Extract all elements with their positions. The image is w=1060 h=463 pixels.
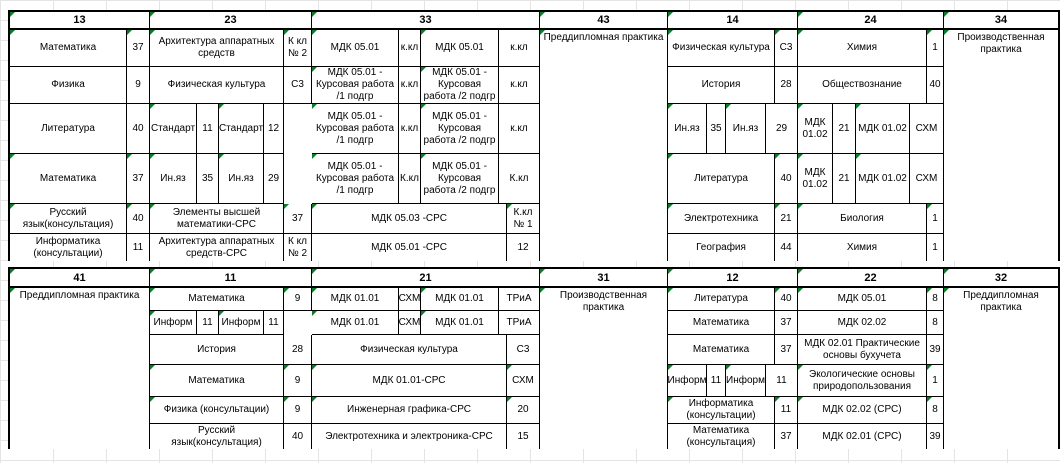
subgroup-2-subject-cell: МДК 01.02: [856, 154, 910, 204]
lesson-subject-cell: История: [668, 67, 775, 104]
lesson-subject-cell: География: [668, 234, 775, 261]
cell-comment-marker-icon: [927, 365, 932, 370]
lesson-subject-cell: История: [150, 335, 284, 365]
cell-comment-marker-icon: [312, 269, 317, 274]
lesson-room-cell: 40: [127, 104, 150, 154]
cell-comment-marker-icon: [668, 288, 673, 293]
cell-comment-marker-icon: [312, 154, 317, 159]
subgroup-2-subject-cell: Стандарт: [219, 104, 264, 154]
cell-comment-marker-icon: [775, 204, 780, 209]
lesson-subject-cell: Информатика (консультации): [10, 234, 127, 261]
lesson-room-cell: 20: [507, 397, 540, 424]
practice-cell-32: Преддипломная практика: [944, 288, 1058, 449]
subgroup-1-room-cell: 21: [833, 104, 856, 154]
lesson-room-cell: 37: [775, 335, 798, 365]
cell-comment-marker-icon: [798, 154, 803, 159]
subgroup-1-room-cell: 11: [197, 104, 219, 154]
subgroup-1-subject-cell: Информ: [150, 311, 197, 335]
cell-comment-marker-icon: [150, 104, 155, 109]
cell-comment-marker-icon: [284, 397, 289, 402]
lesson-room-cell: 40: [284, 424, 312, 449]
lesson-subject-cell: Электротехника и электроника-СРС: [312, 424, 507, 449]
group-header-11: 11: [150, 269, 312, 288]
subgroup-1-subject-cell: МДК 05.01 - Курсовая работа /1 подгр: [312, 154, 399, 204]
lesson-subject-cell: Физическая культура: [150, 67, 284, 104]
cell-comment-marker-icon: [219, 104, 224, 109]
subgroup-1-subject-cell: МДК 05.01 - Курсовая работа /1 подгр: [312, 67, 399, 104]
cell-comment-marker-icon: [775, 288, 780, 293]
subgroup-2-room-cell: ТРиА: [499, 288, 540, 311]
lesson-room-cell: 9: [284, 365, 312, 397]
cell-comment-marker-icon: [798, 30, 803, 35]
cell-comment-marker-icon: [312, 288, 317, 293]
group-header-24: 24: [798, 12, 944, 30]
lesson-room-cell: 40: [775, 154, 798, 204]
lesson-room-cell: 1: [927, 30, 944, 67]
lesson-room-cell: 9: [284, 397, 312, 424]
lesson-subject-cell: Химия: [798, 30, 927, 67]
cell-comment-marker-icon: [798, 288, 803, 293]
subgroup-1-subject-cell: МДК 01.02: [798, 104, 833, 154]
subgroup-2-subject-cell: Информ: [726, 365, 766, 397]
cell-comment-marker-icon: [150, 154, 155, 159]
lesson-subject-cell: Физика: [10, 67, 127, 104]
lesson-room-cell: 37: [127, 154, 150, 204]
lesson-room-cell: 11: [127, 234, 150, 261]
lesson-room-cell: С3: [775, 30, 798, 67]
cell-comment-marker-icon: [421, 67, 426, 72]
cell-comment-marker-icon: [668, 397, 673, 402]
lesson-subject-cell: МДК 02.02: [798, 311, 927, 335]
subgroup-1-subject-cell: МДК 01.01: [312, 311, 399, 335]
cell-comment-marker-icon: [127, 154, 132, 159]
cell-comment-marker-icon: [668, 104, 673, 109]
cell-comment-marker-icon: [798, 269, 803, 274]
cell-comment-marker-icon: [284, 204, 289, 209]
cell-comment-marker-icon: [540, 30, 545, 35]
lesson-subject-cell: Информатика (консультации): [668, 397, 775, 424]
lesson-room-cell: С3: [284, 67, 312, 104]
group-header-13: 13: [10, 12, 150, 30]
group-header-32: 32: [944, 269, 1058, 288]
cell-comment-marker-icon: [284, 365, 289, 370]
lesson-room-cell: 39: [927, 424, 944, 449]
cell-comment-marker-icon: [927, 204, 932, 209]
cell-comment-marker-icon: [540, 288, 545, 293]
group-header-14: 14: [668, 12, 798, 30]
lesson-subject-cell: МДК 01.01-СРС: [312, 365, 507, 397]
subgroup-2-subject-cell: МДК 05.01 - Курсовая работа /2 подгр: [421, 67, 499, 104]
cell-comment-marker-icon: [127, 204, 132, 209]
cell-comment-marker-icon: [507, 365, 512, 370]
subgroup-2-room-cell: 11: [766, 365, 798, 397]
subgroup-1-room-cell: к.кл: [399, 104, 421, 154]
cell-comment-marker-icon: [10, 269, 15, 274]
cell-comment-marker-icon: [775, 397, 780, 402]
lesson-room-cell: 28: [284, 335, 312, 365]
lesson-room-cell: С3: [507, 335, 540, 365]
lesson-room-cell: 37: [775, 311, 798, 335]
lesson-room-cell: 37: [127, 30, 150, 67]
lesson-subject-cell: МДК 05.01: [798, 288, 927, 311]
lesson-subject-cell: МДК 02.01 Практические основы бухучета: [798, 335, 927, 365]
lesson-subject-cell: Математика: [10, 154, 127, 204]
subgroup-1-room-cell: 35: [707, 104, 726, 154]
lesson-subject-cell: Математика: [150, 365, 284, 397]
lesson-room-cell: 1: [927, 234, 944, 261]
lesson-subject-cell: Элементы высшей математики-СРС: [150, 204, 284, 234]
subgroup-2-room-cell: К.кл: [499, 154, 540, 204]
cell-comment-marker-icon: [312, 12, 317, 17]
subgroup-2-subject-cell: МДК 01.01: [421, 311, 499, 335]
lesson-room-cell: К.кл № 1: [507, 204, 540, 234]
subgroup-1-subject-cell: Информ: [668, 365, 707, 397]
subgroup-1-room-cell: 11: [707, 365, 726, 397]
lesson-subject-cell: МДК 02.02 (СРС): [798, 397, 927, 424]
lesson-subject-cell: Электротехника: [668, 204, 775, 234]
subgroup-1-room-cell: СХМ: [399, 311, 421, 335]
cell-comment-marker-icon: [927, 288, 932, 293]
lesson-subject-cell: Физическая культура: [312, 335, 507, 365]
lesson-room-cell: 39: [927, 335, 944, 365]
cell-comment-marker-icon: [150, 269, 155, 274]
cell-comment-marker-icon: [10, 204, 15, 209]
cell-comment-marker-icon: [668, 154, 673, 159]
practice-cell-34: Производственная практика: [944, 30, 1058, 261]
cell-comment-marker-icon: [856, 154, 861, 159]
lesson-subject-cell: Математика: [668, 311, 775, 335]
lesson-room-cell: 8: [927, 288, 944, 311]
subgroup-2-subject-cell: МДК 05.01: [421, 30, 499, 67]
group-header-23: 23: [150, 12, 312, 30]
cell-comment-marker-icon: [540, 12, 545, 17]
cell-comment-marker-icon: [668, 30, 673, 35]
subgroup-1-subject-cell: Стандарт: [150, 104, 197, 154]
cell-comment-marker-icon: [10, 288, 15, 293]
cell-comment-marker-icon: [150, 204, 155, 209]
subgroup-2-room-cell: к.кл: [499, 67, 540, 104]
lesson-subject-cell: Химия: [798, 234, 927, 261]
cell-comment-marker-icon: [944, 288, 949, 293]
group-header-43: 43: [540, 12, 668, 30]
subgroup-2-room-cell: к.кл: [499, 104, 540, 154]
lesson-subject-cell: Математика (консультация): [668, 424, 775, 449]
subgroup-2-subject-cell: Ин.яз: [219, 154, 264, 204]
cell-comment-marker-icon: [798, 12, 803, 17]
cell-comment-marker-icon: [540, 269, 545, 274]
lesson-room-cell: 1: [927, 204, 944, 234]
lesson-subject-cell: Математика: [150, 288, 284, 311]
cell-comment-marker-icon: [10, 12, 15, 17]
cell-comment-marker-icon: [312, 104, 317, 109]
lesson-subject-cell: Литература: [668, 288, 775, 311]
cell-comment-marker-icon: [856, 104, 861, 109]
practice-cell-41: Преддипломная практика: [10, 288, 150, 449]
cell-comment-marker-icon: [668, 269, 673, 274]
subgroup-2-subject-cell: МДК 01.02: [856, 104, 910, 154]
cell-comment-marker-icon: [927, 30, 932, 35]
lesson-subject-cell: Литература: [10, 104, 127, 154]
cell-comment-marker-icon: [10, 30, 15, 35]
lesson-room-cell: 44: [775, 234, 798, 261]
subgroup-1-subject-cell: МДК 01.02: [798, 154, 833, 204]
lesson-subject-cell: Экологические основы природопользования: [798, 365, 927, 397]
subgroup-2-room-cell: 29: [264, 154, 284, 204]
cell-comment-marker-icon: [421, 30, 426, 35]
schedule-block-top: [8, 10, 1060, 261]
group-header-12: 12: [668, 269, 798, 288]
subgroup-2-subject-cell: Ин.яз: [726, 104, 766, 154]
lesson-subject-cell: Обществознание: [798, 67, 927, 104]
subgroup-2-subject-cell: Информ: [219, 311, 264, 335]
subgroup-2-subject-cell: МДК 01.01: [421, 288, 499, 311]
lesson-subject-cell: Архитектура аппаратных средств-СРС: [150, 234, 284, 261]
lesson-subject-cell: Биология: [798, 204, 927, 234]
lesson-subject-cell: Русский язык(консультация): [150, 424, 284, 449]
group-header-33: 33: [312, 12, 540, 30]
lesson-subject-cell: Математика: [10, 30, 127, 67]
schedule-block-bottom: [8, 267, 1060, 449]
cell-comment-marker-icon: [421, 154, 426, 159]
group-header-41: 41: [10, 269, 150, 288]
cell-comment-marker-icon: [507, 204, 512, 209]
cell-comment-marker-icon: [150, 365, 155, 370]
subgroup-1-subject-cell: МДК 05.01: [312, 30, 399, 67]
cell-comment-marker-icon: [798, 397, 803, 402]
lesson-subject-cell: Математика: [668, 335, 775, 365]
lesson-room-cell: 8: [927, 311, 944, 335]
lesson-room-cell: 1: [927, 365, 944, 397]
practice-cell-31: Производственная практика: [540, 288, 668, 449]
lesson-subject-cell: Физическая культура: [668, 30, 775, 67]
cell-comment-marker-icon: [668, 204, 673, 209]
cell-comment-marker-icon: [219, 311, 224, 316]
lesson-room-cell: 9: [127, 67, 150, 104]
lesson-room-cell: 40: [127, 204, 150, 234]
subgroup-2-room-cell: СХМ: [910, 104, 944, 154]
subgroup-1-room-cell: к.кл: [399, 67, 421, 104]
lesson-subject-cell: Русский язык(консультация): [10, 204, 127, 234]
subgroup-1-room-cell: СХМ: [399, 288, 421, 311]
subgroup-2-room-cell: ТРиА: [499, 311, 540, 335]
cell-comment-marker-icon: [312, 204, 317, 209]
lesson-subject-cell: МДК 05.01 -СРС: [312, 234, 507, 261]
cell-comment-marker-icon: [775, 154, 780, 159]
cell-comment-marker-icon: [421, 288, 426, 293]
lesson-room-cell: 28: [775, 67, 798, 104]
cell-comment-marker-icon: [668, 365, 673, 370]
subgroup-2-room-cell: СХМ: [910, 154, 944, 204]
cell-comment-marker-icon: [150, 397, 155, 402]
subgroup-2-room-cell: к.кл: [499, 30, 540, 67]
cell-comment-marker-icon: [312, 30, 317, 35]
lesson-room-cell: К кл № 2: [284, 30, 312, 67]
subgroup-2-room-cell: 29: [766, 104, 798, 154]
cell-comment-marker-icon: [421, 311, 426, 316]
cell-comment-marker-icon: [284, 288, 289, 293]
cell-comment-marker-icon: [150, 30, 155, 35]
cell-comment-marker-icon: [944, 269, 949, 274]
lesson-room-cell: 37: [284, 204, 312, 234]
subgroup-1-subject-cell: Ин.яз: [668, 104, 707, 154]
cell-comment-marker-icon: [312, 397, 317, 402]
subgroup-2-room-cell: 11: [264, 311, 284, 335]
cell-comment-marker-icon: [668, 12, 673, 17]
group-header-22: 22: [798, 269, 944, 288]
group-header-31: 31: [540, 269, 668, 288]
lesson-room-cell: 8: [927, 397, 944, 424]
cell-comment-marker-icon: [150, 12, 155, 17]
lesson-room-cell: 21: [775, 204, 798, 234]
lesson-room-cell: 12: [507, 234, 540, 261]
cell-comment-marker-icon: [127, 30, 132, 35]
lesson-room-cell: 40: [927, 67, 944, 104]
subgroup-1-room-cell: 35: [197, 154, 219, 204]
cell-comment-marker-icon: [944, 30, 949, 35]
lesson-subject-cell: МДК 05.03 -СРС: [312, 204, 507, 234]
cell-comment-marker-icon: [312, 311, 317, 316]
group-header-34: 34: [944, 12, 1058, 30]
cell-comment-marker-icon: [150, 311, 155, 316]
lesson-room-cell: К кл № 2: [284, 234, 312, 261]
cell-comment-marker-icon: [507, 397, 512, 402]
cell-comment-marker-icon: [312, 67, 317, 72]
group-header-21: 21: [312, 269, 540, 288]
cell-comment-marker-icon: [421, 104, 426, 109]
lesson-room-cell: 15: [507, 424, 540, 449]
subgroup-2-subject-cell: МДК 05.01 - Курсовая работа /2 подгр: [421, 154, 499, 204]
cell-comment-marker-icon: [798, 365, 803, 370]
subgroup-1-subject-cell: МДК 01.01: [312, 288, 399, 311]
cell-comment-marker-icon: [150, 288, 155, 293]
cell-comment-marker-icon: [726, 365, 731, 370]
cell-comment-marker-icon: [219, 154, 224, 159]
subgroup-2-subject-cell: МДК 05.01 - Курсовая работа /2 подгр: [421, 104, 499, 154]
cell-comment-marker-icon: [944, 12, 949, 17]
lesson-subject-cell: Инженерная графика-СРС: [312, 397, 507, 424]
cell-comment-marker-icon: [312, 365, 317, 370]
cell-comment-marker-icon: [284, 30, 289, 35]
cell-comment-marker-icon: [798, 104, 803, 109]
lesson-room-cell: СХМ: [507, 365, 540, 397]
cell-comment-marker-icon: [775, 30, 780, 35]
cell-comment-marker-icon: [798, 204, 803, 209]
subgroup-1-room-cell: 21: [833, 154, 856, 204]
lesson-room-cell: 40: [775, 288, 798, 311]
subgroup-1-subject-cell: МДК 05.01 - Курсовая работа /1 подгр: [312, 104, 399, 154]
subgroup-1-room-cell: К.кл: [399, 154, 421, 204]
lesson-room-cell: 11: [775, 397, 798, 424]
cell-comment-marker-icon: [927, 397, 932, 402]
subgroup-1-room-cell: 11: [197, 311, 219, 335]
lesson-subject-cell: Литература: [668, 154, 775, 204]
lesson-subject-cell: Архитектура аппаратных средств: [150, 30, 284, 67]
subgroup-2-room-cell: 12: [264, 104, 284, 154]
lesson-room-cell: 37: [775, 424, 798, 449]
lesson-subject-cell: МДК 02.01 (СРС): [798, 424, 927, 449]
subgroup-1-room-cell: к.кл: [399, 30, 421, 67]
practice-cell-43: Преддипломная практика: [540, 30, 668, 261]
lesson-room-cell: 9: [284, 288, 312, 311]
subgroup-1-subject-cell: Ин.яз: [150, 154, 197, 204]
cell-comment-marker-icon: [10, 154, 15, 159]
lesson-subject-cell: Физика (консультации): [150, 397, 284, 424]
cell-comment-marker-icon: [726, 104, 731, 109]
